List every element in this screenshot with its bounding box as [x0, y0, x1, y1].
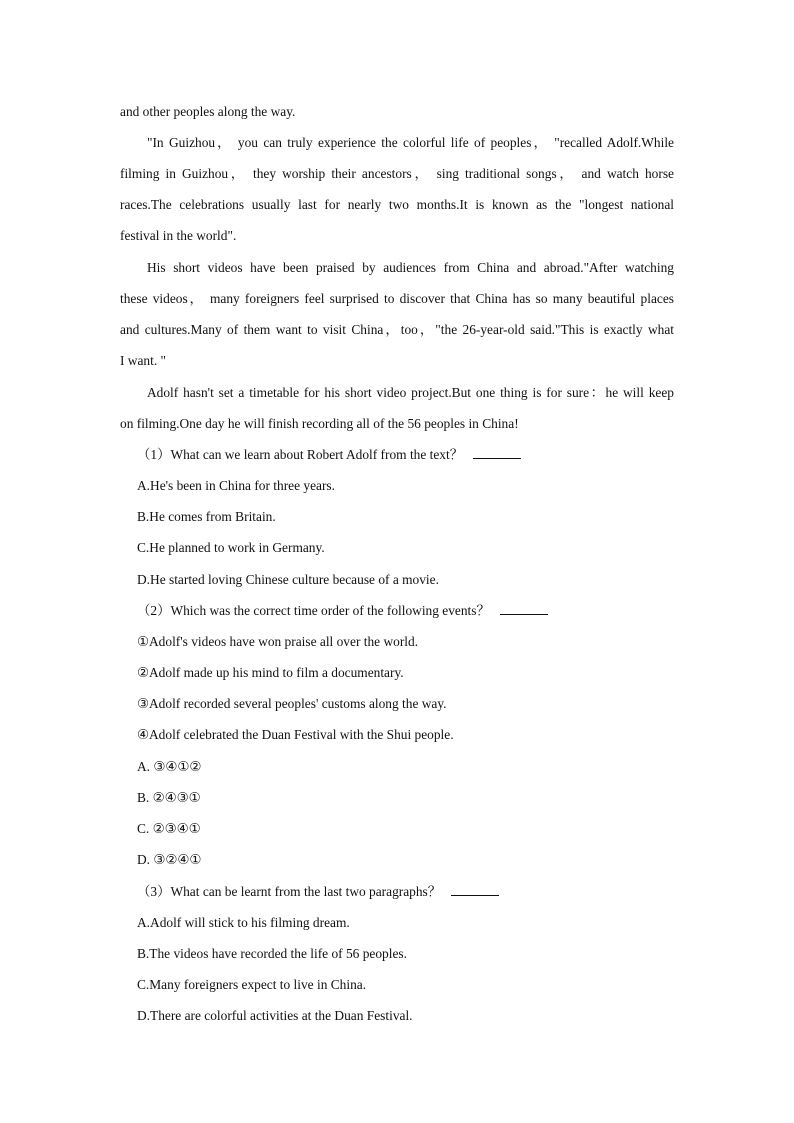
answer-blank[interactable]	[451, 883, 499, 896]
question-stem: （1）What can we learn about Robert Adolf from the text？	[137, 447, 464, 462]
question-stem: （2）Which was the correct time order of the following events？	[137, 603, 490, 618]
passage-line: I want. "	[120, 353, 166, 368]
question-stem: （3）What can be learnt from the last two paragraphs？	[137, 884, 442, 899]
question-1	[137, 446, 521, 464]
passage-line: and cultures.Many of them want to visit China，too，"the 26-year-old said."This is exactly what	[120, 322, 674, 337]
passage-line: on filming.One day he will finish recording all of the 56 peoples in China!	[120, 416, 519, 431]
answer-blank[interactable]	[500, 602, 548, 615]
passage-line: Adolf hasn't set a timetable for his short video project.But one thing is for sure：he will keep	[147, 385, 674, 400]
event-3: ③Adolf recorded several peoples' customs along the way.	[137, 696, 447, 711]
event-4: ④Adolf celebrated the Duan Festival with the Shui people.	[137, 727, 454, 742]
option-b: B.He comes from Britain.	[137, 509, 276, 524]
passage-line: these videos， many foreigners feel surprised to discover that China has so many beautiful places	[120, 291, 674, 306]
option-b: B.The videos have recorded the life of 56 peoples.	[137, 946, 407, 961]
option-a: A.He's been in China for three years.	[137, 478, 335, 493]
option-c: C.He planned to work in Germany.	[137, 540, 325, 555]
option-b: B. ②④③①	[137, 790, 201, 805]
passage-line: "In Guizhou， you can truly experience the colorful life of peoples， "recalled Adolf.While	[147, 135, 674, 150]
answer-blank[interactable]	[473, 446, 521, 459]
passage-line: races.The celebrations usually last for nearly two months.It is known as the "longest national	[120, 197, 674, 212]
option-a: A. ③④①②	[137, 759, 202, 774]
passage-line: and other peoples along the way.	[120, 104, 296, 119]
event-1: ①Adolf's videos have won praise all over the world.	[137, 634, 419, 649]
option-c: C. ②③④①	[137, 821, 201, 836]
question-2	[137, 602, 548, 620]
option-a: A.Adolf will stick to his filming dream.	[137, 915, 350, 930]
option-d: D.There are colorful activities at the Duan Festival.	[137, 1008, 413, 1023]
passage-line: filming in Guizhou， they worship their ancestors， sing traditional songs， and watch horse	[120, 166, 674, 181]
question-3	[137, 883, 499, 901]
option-c: C.Many foreigners expect to live in China.	[137, 977, 367, 992]
option-d: D. ③②④①	[137, 852, 202, 867]
option-d: D.He started loving Chinese culture because of a movie.	[137, 572, 439, 587]
passage-line: His short videos have been praised by audiences from China and abroad."After watching	[147, 260, 674, 275]
passage-line: festival in the world".	[120, 228, 237, 243]
event-2: ②Adolf made up his mind to film a documentary.	[137, 665, 404, 680]
